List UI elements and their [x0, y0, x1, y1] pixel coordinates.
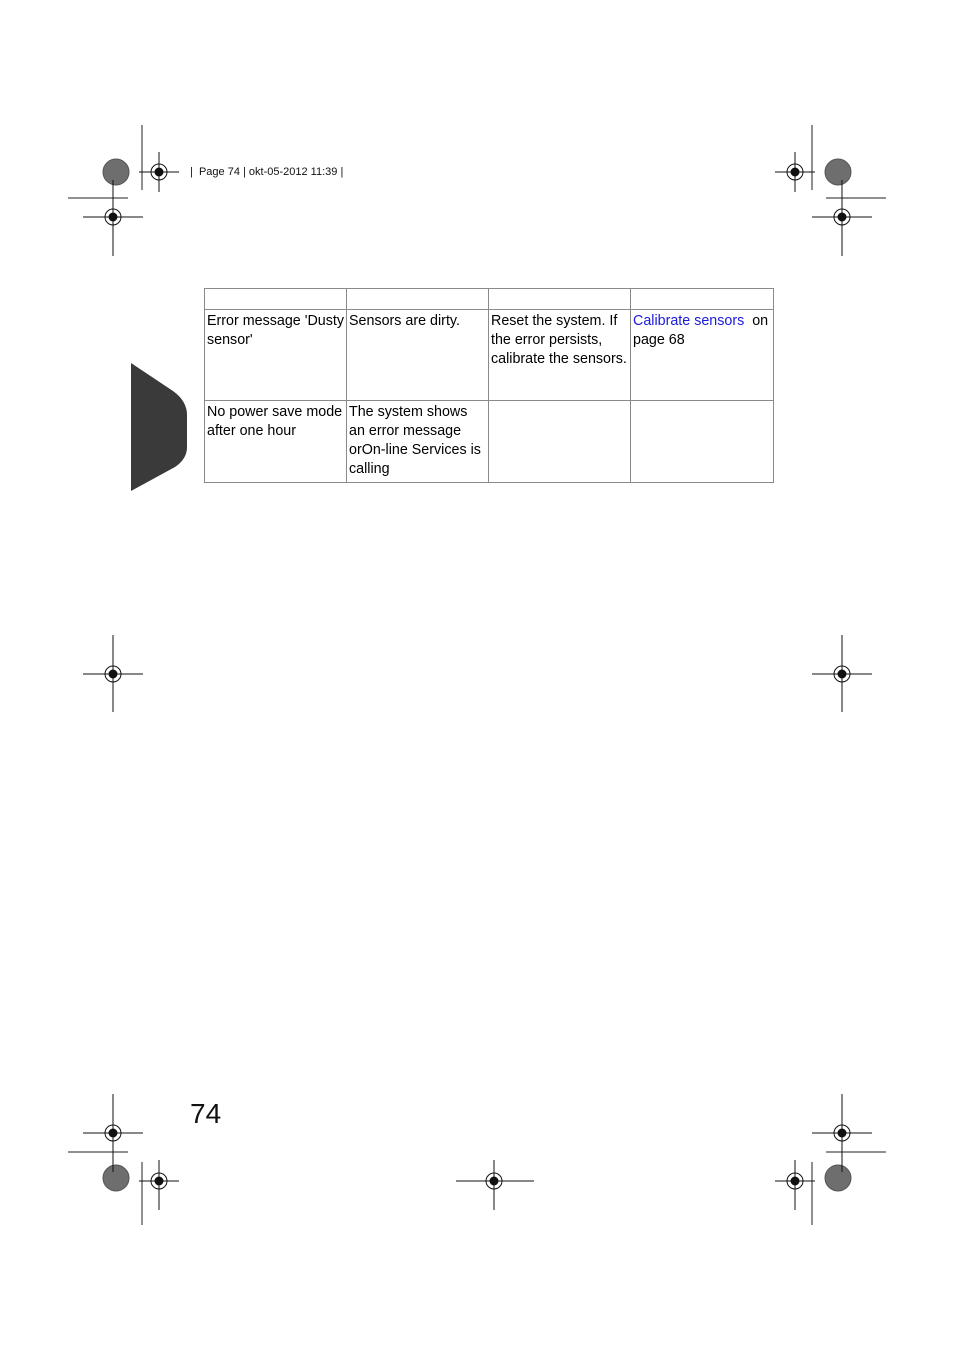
header-cell — [489, 289, 631, 310]
reference-cell — [631, 401, 774, 483]
reference-text: on page 68 — [633, 313, 773, 348]
page-number: 74 — [190, 1098, 222, 1129]
crosshair-target-icon — [812, 1094, 872, 1172]
crosshair-target-icon — [83, 1094, 143, 1172]
cause-cell: The system shows an error message orOn-line Services is calling — [347, 401, 489, 483]
registration-circle — [825, 1165, 851, 1191]
header-cell — [205, 289, 347, 310]
chapter-side-tab — [131, 363, 189, 491]
cause-cell: Sensors are dirty. — [347, 310, 489, 401]
table-row — [205, 310, 774, 401]
crosshair-target-icon — [139, 1160, 179, 1210]
action-cell: Reset the system. If the error persists, calibrate the sensors. — [489, 310, 631, 401]
table-row — [205, 401, 774, 483]
table-header-row — [205, 289, 774, 310]
crosshair-target-icon — [775, 152, 815, 192]
header-cell — [631, 289, 774, 310]
crosshair-target-icon — [775, 1160, 815, 1210]
print-slug: | Page 74 | okt-05-2012 11:39 | — [190, 166, 344, 178]
problem-cell: No power save mode after one hour — [205, 401, 347, 483]
crosshair-target-icon — [139, 152, 179, 192]
crosshair-target-icon — [812, 180, 872, 256]
registration-circle — [103, 1165, 129, 1191]
registration-circle — [103, 159, 129, 185]
crosshair-target-icon — [456, 1160, 534, 1210]
problem-cell: Error message 'Dusty sensor' — [205, 310, 347, 401]
crosshair-target-icon — [812, 635, 872, 712]
crosshair-target-icon — [83, 635, 143, 712]
crosshair-target-icon — [83, 180, 143, 256]
troubleshooting-table — [204, 288, 774, 483]
action-cell — [489, 401, 631, 483]
header-cell — [347, 289, 489, 310]
calibrate-sensors-link[interactable]: Calibrate sensors — [633, 313, 745, 329]
reference-cell — [631, 310, 774, 401]
registration-circle — [825, 159, 851, 185]
